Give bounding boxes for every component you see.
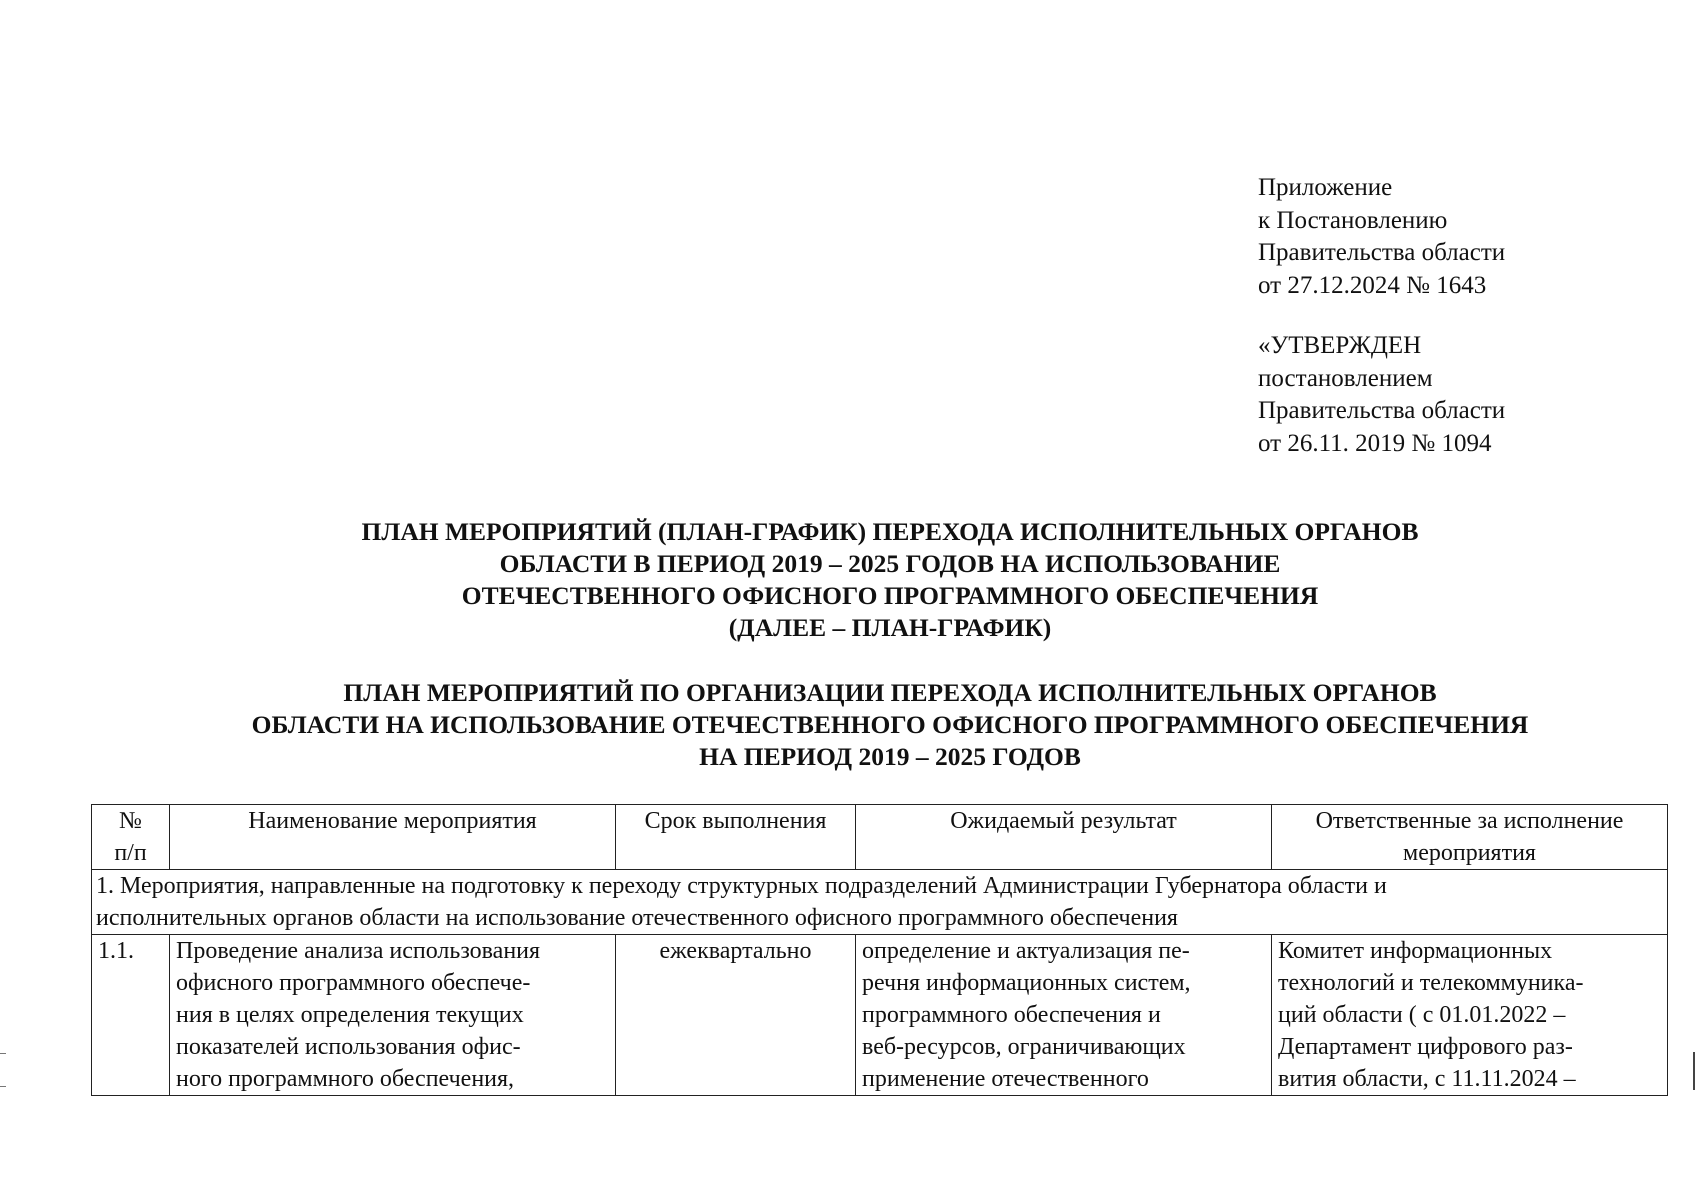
header-resp-line: мероприятия	[1403, 840, 1536, 866]
appendix-block	[1258, 172, 1505, 460]
row-name-line: ного программного обеспечения,	[176, 1066, 515, 1092]
sub-title-line: НА ПЕРИОД 2019 – 2025 ГОДОВ	[699, 742, 1081, 771]
approved-line: «УТВЕРЖДЕН	[1258, 332, 1422, 359]
section-row	[92, 870, 1668, 935]
row-result	[856, 935, 1272, 1096]
row-term: ежеквартально	[616, 935, 856, 1096]
main-title	[90, 516, 1690, 644]
appendix-line: Правительства области	[1258, 239, 1506, 266]
row-name-line: показателей использования офис-	[176, 1034, 521, 1060]
row-name-line: Проведение анализа использования	[176, 938, 541, 964]
approved-line: Правительства области	[1258, 397, 1506, 424]
sub-title	[90, 677, 1690, 773]
header-num	[92, 805, 170, 870]
approved-line: постановлением	[1258, 364, 1433, 392]
approved-date: от 26.11. 2019 № 1094	[1258, 429, 1492, 457]
main-title-line: (ДАЛЕЕ – ПЛАН-ГРАФИК)	[728, 613, 1052, 642]
row-name	[170, 935, 616, 1096]
main-title-line: ПЛАН МЕРОПРИЯТИЙ (ПЛАН-ГРАФИК) ПЕРЕХОДА ИСПОЛНИТЕЛЬНЫХ ОРГАНОВ	[361, 517, 1419, 546]
appendix-line: к Постановлению	[1258, 206, 1448, 234]
section-heading-line: 1. Мероприятия, направленные на подготовку к переходу структурных подразделений Администрации Губернатора области и	[96, 873, 1387, 899]
sub-title-line: ОБЛАСТИ НА ИСПОЛЬЗОВАНИЕ ОТЕЧЕСТВЕННОГО ОФИСНОГО ПРОГРАММНОГО ОБЕСПЕЧЕНИЯ	[251, 710, 1529, 739]
row-result-line: веб-ресурсов, ограничивающих	[862, 1034, 1186, 1060]
table-header-row	[92, 805, 1668, 870]
header-num-line: п/п	[114, 840, 147, 866]
row-resp-line: технологий и телекоммуника-	[1278, 970, 1584, 996]
row-result-line: применение отечественного	[862, 1066, 1149, 1092]
scan-margin-mark	[0, 1053, 6, 1087]
header-num-line: №	[119, 808, 142, 834]
row-name-line: ния в целях определения текущих	[176, 1002, 524, 1028]
row-resp-line: вития области, с 11.11.2024 –	[1278, 1066, 1576, 1092]
sub-title-line: ПЛАН МЕРОПРИЯТИЙ ПО ОРГАНИЗАЦИИ ПЕРЕХОДА ИСПОЛНИТЕЛЬНЫХ ОРГАНОВ	[343, 678, 1437, 707]
row-result-line: программного обеспечения и	[862, 1002, 1161, 1028]
header-term: Срок выполнения	[616, 805, 856, 870]
table-row	[92, 935, 1668, 1096]
row-name-line: офисного программного обеспече-	[176, 970, 531, 996]
row-result-line: речня информационных систем,	[862, 970, 1191, 996]
header-resp	[1272, 805, 1668, 870]
header-result: Ожидаемый результат	[856, 805, 1272, 870]
appendix-line: Приложение	[1258, 174, 1393, 201]
section-heading	[92, 870, 1668, 935]
scan-margin-mark-right	[1693, 1052, 1695, 1090]
section-heading-line: исполнительных органов области на использование отечественного офисного программного обеспечения	[96, 905, 1178, 931]
row-resp	[1272, 935, 1668, 1096]
header-name: Наименование мероприятия	[170, 805, 616, 870]
header-resp-line: Ответственные за исполнение	[1315, 808, 1624, 834]
row-result-line: определение и актуализация пе-	[862, 938, 1190, 964]
row-resp-line: Департамент цифрового раз-	[1278, 1034, 1573, 1060]
main-title-line: ОБЛАСТИ В ПЕРИОД 2019 – 2025 ГОДОВ НА ИСПОЛЬЗОВАНИЕ	[499, 549, 1281, 578]
appendix-date: от 27.12.2024 № 1643	[1258, 271, 1487, 299]
main-title-line: ОТЕЧЕСТВЕННОГО ОФИСНОГО ПРОГРАММНОГО ОБЕСПЕЧЕНИЯ	[461, 581, 1319, 610]
plan-table	[91, 804, 1668, 1096]
row-num: 1.1.	[92, 935, 170, 1096]
row-resp-line: Комитет информационных	[1278, 938, 1553, 964]
row-resp-line: ций области ( с 01.01.2022 –	[1278, 1002, 1566, 1028]
